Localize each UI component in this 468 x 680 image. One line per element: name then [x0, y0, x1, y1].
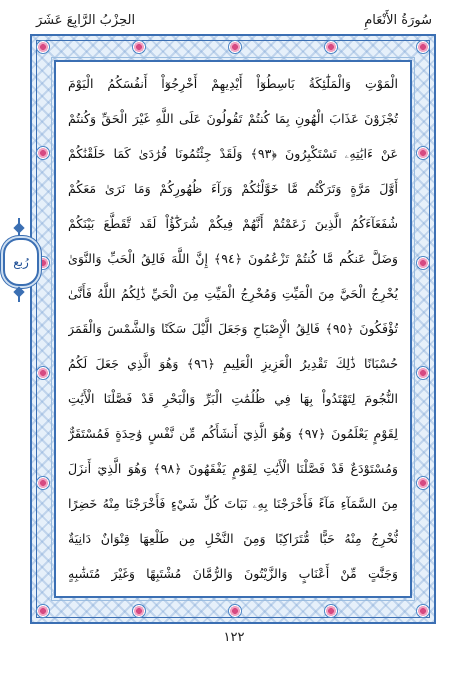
rosette-icon [324, 604, 338, 618]
text-line: وَضَلَّ عَنكُم مَّا كُنتُمْ تَزْعُمُونَ ﴿٩٤﴾ إِنَّ اللَّهَ فَالِقُ الْحَبِّ وَالنَّوَىٰ [68, 251, 398, 266]
rosette-icon [36, 476, 50, 490]
marker-tip-bottom-icon [13, 286, 24, 297]
text-line: مِنَ السَّمَآءِ مَآءً فَأَخْرَجْنَا بِهِۦ نَبَاتَ كُلِّ شَيْءٍ فَأَخْرَجْنَا مِنْهُ خَضِرًا [68, 496, 398, 511]
quran-text [68, 72, 398, 586]
page-number: ١٢٢ [223, 630, 245, 645]
text-line: تُجْزَوْنَ عَذَابَ الْهُونِ بِمَا كُنتُمْ تَقُولُونَ عَلَى اللَّهِ غَيْرَ الْحَقِّ وَكُنتُمْ [68, 111, 398, 126]
rosette-icon [132, 604, 146, 618]
rosette-icon [416, 40, 430, 54]
rosette-icon [416, 366, 430, 380]
text-line: أَوَّلَ مَرَّةٍ وَتَرَكْتُم مَّا خَوَّلْنَٰكُمْ وَرَآءَ ظُهُورِكُمْ وَمَا نَرَىٰ مَعَكُمْ [68, 181, 398, 196]
rosette-icon [416, 476, 430, 490]
rosette-icon [36, 366, 50, 380]
text-line: شُفَعَآءَكُمُ الَّذِينَ زَعَمْتُمْ أَنَّهُمْ فِيكُمْ شُرَكَٰٓؤُاْ لَقَد تَّقَطَّعَ بَيْنَكُمْ [68, 216, 398, 231]
rosette-icon [416, 256, 430, 270]
text-line: وَمُسْتَوْدَعٌ قَدْ فَصَّلْنَا الْأَيَٰتِ لِقَوْمٍ يَفْقَهُونَ ﴿٩٨﴾ وَهُوَ الَّذِيٓ أَنزَلَ [68, 461, 398, 476]
rosette-icon [36, 40, 50, 54]
rosette-icon [36, 146, 50, 160]
rosette-icon [36, 604, 50, 618]
rosette-icon [416, 146, 430, 160]
text-panel [54, 60, 412, 598]
page-header [36, 8, 432, 32]
rub-marker [2, 218, 36, 302]
text-line: لِقَوْمٍ يَعْلَمُونَ ﴿٩٧﴾ وَهُوَ الَّذِيٓ أَنشَأَكُم مِّن نَّفْسٍ وَٰحِدَةٍ فَمُسْتَقَرٌّ [68, 426, 398, 441]
text-line: عَنْ ءَايَٰتِهِۦ تَسْتَكْبِرُونَ ﴿٩٣﴾ وَلَقَدْ جِئْتُمُونَا فُرَٰدَىٰ كَمَا خَلَقْنَٰكُمْ [68, 146, 398, 161]
marker-tip-top-icon [13, 222, 24, 233]
rosette-icon [416, 604, 430, 618]
rub-medallion-icon [3, 238, 39, 286]
rosette-icon [228, 40, 242, 54]
surah-name: سُورَةُ الأَنْعَامِ [364, 12, 432, 28]
text-line: نُّخْرِجُ مِنْهُ حَبًّا مُّتَرَاكِبًا وَمِنَ النَّخْلِ مِن طَلْعِهَا قِنْوَانٌ دَانِيَةٌ [68, 531, 398, 546]
rosette-icon [324, 40, 338, 54]
hizb-name: الحِزْبُ الرَّابِعَ عَشَرَ [36, 12, 136, 28]
rub-label: رُبع [13, 255, 29, 269]
text-line: وَجَنَّٰتٍ مِّنْ أَعْنَابٍ وَالزَّيْتُونَ وَالرُّمَّانَ مُشْتَبِهًا وَغَيْرَ مُتَشَٰبِهٍ [68, 566, 398, 581]
text-line: حُسْبَانًا ذَٰلِكَ تَقْدِيرُ الْعَزِيزِ الْعَلِيمِ ﴿٩٦﴾ وَهُوَ الَّذِي جَعَلَ لَكُمُ [68, 356, 398, 371]
text-line: يُخْرِجُ الْحَيَّ مِنَ الْمَيِّتِ وَمُخْرِجُ الْمَيِّتِ مِنَ الْحَيِّ ذَٰلِكُمُ اللَّهُ فَأَنَّىٰ [68, 286, 398, 301]
rosette-icon [132, 40, 146, 54]
text-line: تُؤْفَكُونَ ﴿٩٥﴾ فَالِقُ الْإِصْبَاحِ وَجَعَلَ الَّيْلَ سَكَنًا وَالشَّمْسَ وَالْقَمَرَ [68, 321, 398, 336]
text-line: الْمَوْتِ وَالْمَلَٰٓئِكَةُ بَاسِطُوٓاْ أَيْدِيهِمْ أَخْرِجُوٓاْ أَنفُسَكُمُ الْيَوْمَ [68, 76, 398, 91]
text-line: النُّجُومَ لِتَهْتَدُواْ بِهَا فِي ظُلُمَٰتِ الْبَرِّ وَالْبَحْرِ قَدْ فَصَّلْنَا الْأَيَٰتِ [68, 391, 398, 406]
rosette-icon [228, 604, 242, 618]
